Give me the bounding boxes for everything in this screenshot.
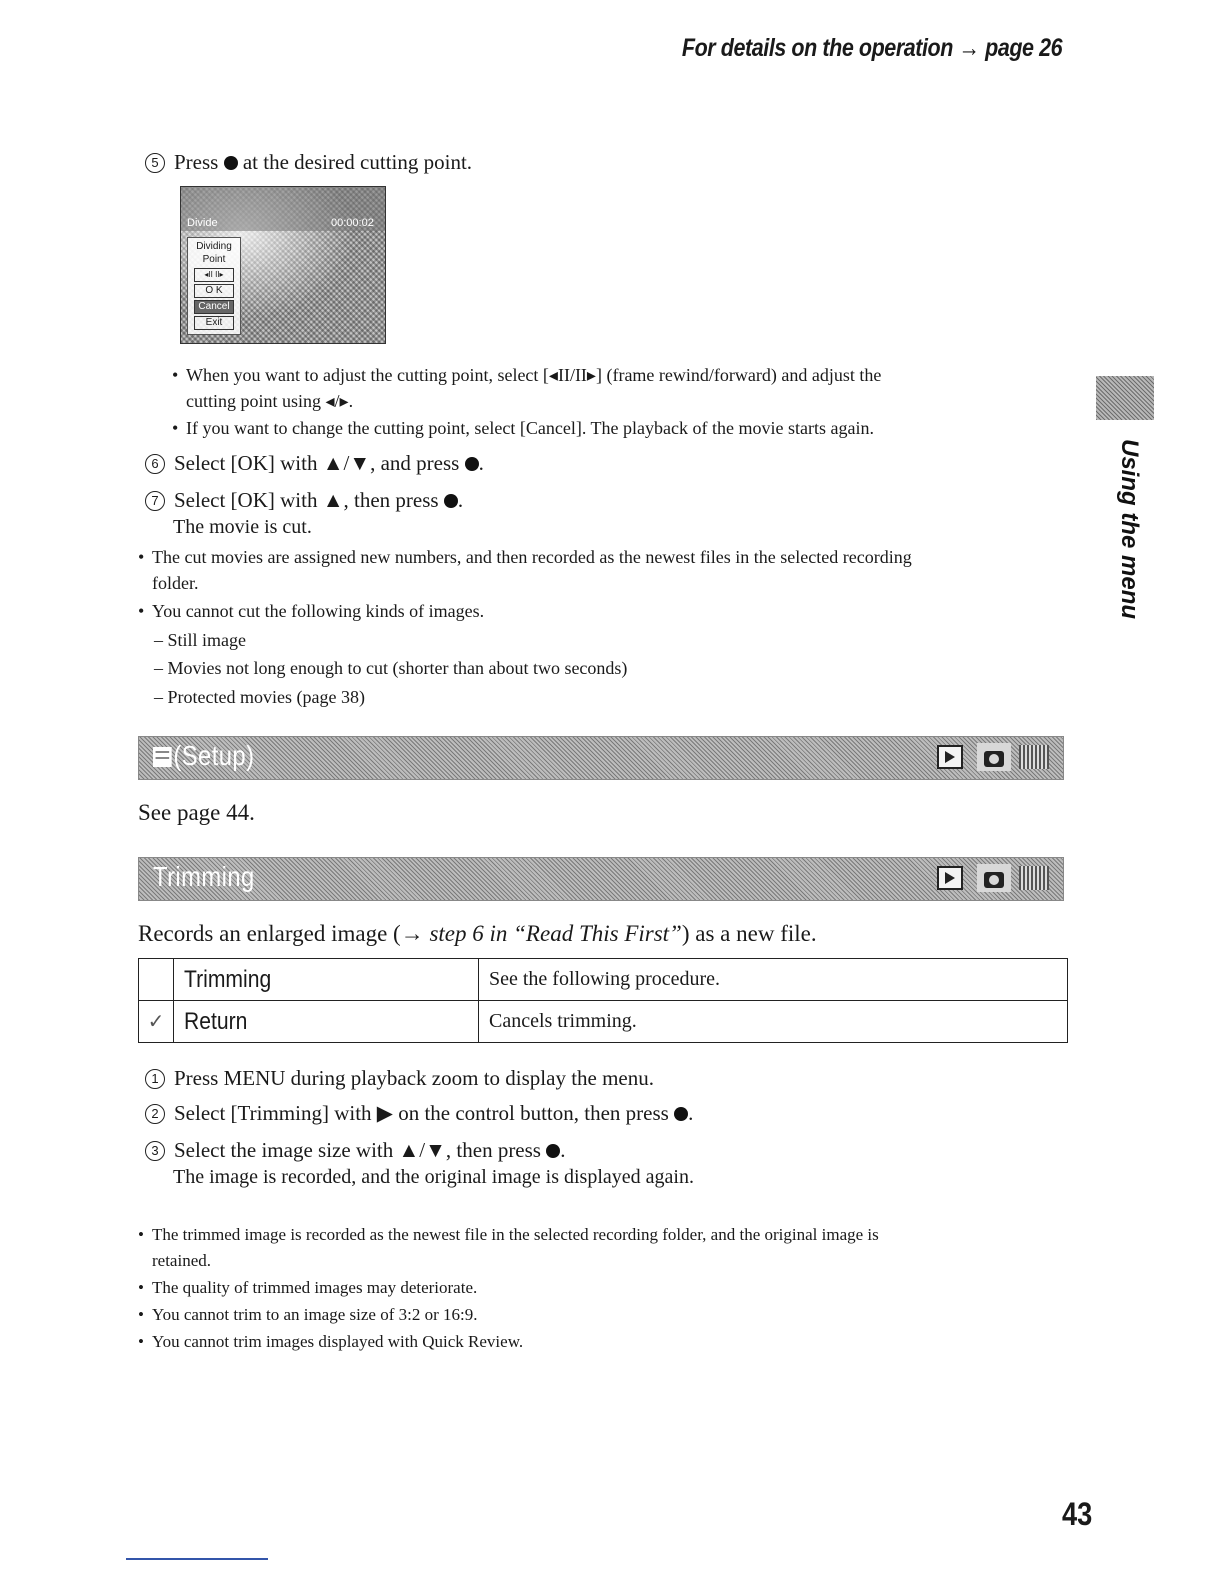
step-number: 7	[145, 491, 165, 511]
section-title: Trimming	[153, 861, 255, 892]
trim-step-2: 2 Select [Trimming] with ▶ on the control button, then press .	[145, 1099, 693, 1127]
note-text: You cannot trim to an image size of 3:2 or 16:9.	[152, 1305, 478, 1324]
table-row	[139, 1001, 1068, 1043]
timecode: 00:00:02	[331, 217, 374, 229]
cancel-option: Cancel	[194, 300, 234, 314]
option-desc-cell: See the following procedure.	[479, 959, 1068, 1001]
movie-mode-icon	[1019, 745, 1049, 769]
exit-option: Exit	[194, 316, 234, 330]
tip-text: When you want to adjust the cutting point, select [◂II/II▸] (frame rewind/forward) and adjust the	[186, 365, 882, 385]
step-text: at the desired cutting point.	[242, 150, 473, 174]
option-name-cell	[174, 1001, 479, 1043]
step-text: Select [Trimming] with ▶ on the control button, then press	[174, 1101, 669, 1125]
exception-still-image: – Still image	[154, 630, 246, 650]
note-quality: • The quality of trimmed images may deteriorate.	[138, 1278, 478, 1297]
note-cut-numbering: • The cut movies are assigned new numbers, and then recorded as the newest files in the selected recording folder.	[138, 544, 1068, 596]
step-7: 7 Select [OK] with ▲, then press .	[145, 486, 463, 514]
toolbox-icon	[153, 747, 172, 767]
trim-step-3: 3 Select the image size with ▲/▼, then press .	[145, 1136, 565, 1164]
note-text: You cannot cut the following kinds of images.	[152, 601, 485, 621]
page-number: 43	[1062, 1496, 1093, 1532]
note-text: retained.	[152, 1251, 211, 1270]
section-title-text: (Setup)	[173, 740, 255, 771]
intro-text: ) as a new file.	[681, 921, 817, 946]
step-text: Select [OK] with ▲, then press	[174, 488, 439, 512]
option-name-cell	[174, 959, 479, 1001]
step-6: 6 Select [OK] with ▲/▼, and press .	[145, 449, 484, 477]
step-text: Select the image size with ▲/▼, then press	[174, 1138, 541, 1162]
still-camera-mode-icon	[977, 864, 1011, 892]
center-button-icon	[546, 1144, 560, 1158]
tip-adjust-cutting-point: • When you want to adjust the cutting point, select [◂II/II▸] (frame rewind/forward) and adjust the cutting point using ◂/▸.	[172, 362, 1052, 414]
side-tab-label: Using the menu	[1116, 439, 1143, 620]
frame-step-option: ◂II II▸	[194, 268, 234, 282]
note-quick-review: • You cannot trim images displayed with Quick Review.	[138, 1332, 524, 1351]
note-text: The trimmed image is recorded as the newest file in the selected recording folder, and the original image is	[152, 1225, 879, 1244]
center-button-icon	[674, 1107, 688, 1121]
default-marker-cell	[139, 959, 174, 1001]
table-row	[139, 959, 1068, 1001]
center-button-icon	[224, 156, 238, 170]
movie-mode-icon	[1019, 866, 1049, 890]
section-title	[153, 740, 254, 772]
tip-change-cutting-point: • If you want to change the cutting point, select [Cancel]. The playback of the movie starts again.	[172, 418, 874, 438]
default-check-icon: ✓	[147, 1011, 165, 1033]
footer-rule	[126, 1558, 268, 1560]
setup-section-header	[138, 736, 1064, 780]
step-text: Press MENU during playback zoom to display the menu.	[174, 1066, 655, 1090]
page-header-reference: For details on the operation → page 26	[681, 34, 1062, 62]
center-button-icon	[465, 457, 479, 471]
trimming-section-header	[138, 857, 1064, 901]
step-text: Press	[174, 150, 219, 174]
center-button-icon	[444, 494, 458, 508]
camera-screen-image	[180, 186, 386, 344]
still-camera-mode-icon	[977, 743, 1011, 771]
dividing-point-menu	[187, 237, 241, 335]
step-number: 6	[145, 454, 165, 474]
playback-mode-icon	[937, 745, 963, 769]
trim-step-1	[145, 1064, 654, 1092]
trimming-intro	[138, 921, 817, 947]
divide-label: Divide	[187, 217, 218, 229]
note-size-limit: • You cannot trim to an image size of 3:2 or 16:9.	[138, 1305, 478, 1324]
ok-option: O K	[194, 284, 234, 298]
step-number: 3	[145, 1141, 165, 1161]
trimming-options-table	[138, 958, 1068, 1043]
trim-step-3-result: The image is recorded, and the original image is displayed again.	[173, 1166, 694, 1188]
side-tab-marker	[1096, 376, 1154, 420]
exception-protected-movies: – Protected movies (page 38)	[154, 687, 365, 707]
option-name: Return	[184, 1007, 248, 1035]
note-cannot-cut: • You cannot cut the following kinds of images.	[138, 601, 485, 621]
option-desc-cell: Cancels trimming.	[479, 1001, 1068, 1043]
note-text: You cannot trim images displayed with Quick Review.	[152, 1332, 524, 1351]
step-5	[145, 148, 472, 176]
playback-mode-icon	[937, 866, 963, 890]
default-marker-cell	[139, 1001, 174, 1043]
step-number: 1	[145, 1069, 165, 1089]
intro-reference: step 6 in “Read This First”	[429, 921, 682, 946]
option-name: Trimming	[184, 965, 272, 993]
step-text: Select [OK] with ▲/▼, and press	[174, 451, 460, 475]
setup-see-page: See page 44.	[138, 800, 255, 825]
menu-title: Dividing Point	[196, 241, 232, 265]
tip-text: If you want to change the cutting point, select [Cancel]. The playback of the movie starts again.	[186, 418, 874, 438]
step-number: 5	[145, 153, 165, 173]
step-7-result: The movie is cut.	[173, 516, 312, 538]
step-number: 2	[145, 1104, 165, 1124]
tip-text: cutting point using ◂/▸.	[186, 391, 354, 411]
note-text: The quality of trimmed images may deteriorate.	[152, 1278, 478, 1297]
intro-text: Records an enlarged image (→	[138, 921, 424, 946]
exception-short-movies: – Movies not long enough to cut (shorter than about two seconds)	[154, 658, 628, 678]
note-text: folder.	[152, 573, 199, 593]
note-text: The cut movies are assigned new numbers, and then recorded as the newest files in the selected recording	[152, 547, 912, 567]
note-trimmed-recorded: • The trimmed image is recorded as the newest file in the selected recording folder, and the original image is retained.	[138, 1222, 1068, 1274]
